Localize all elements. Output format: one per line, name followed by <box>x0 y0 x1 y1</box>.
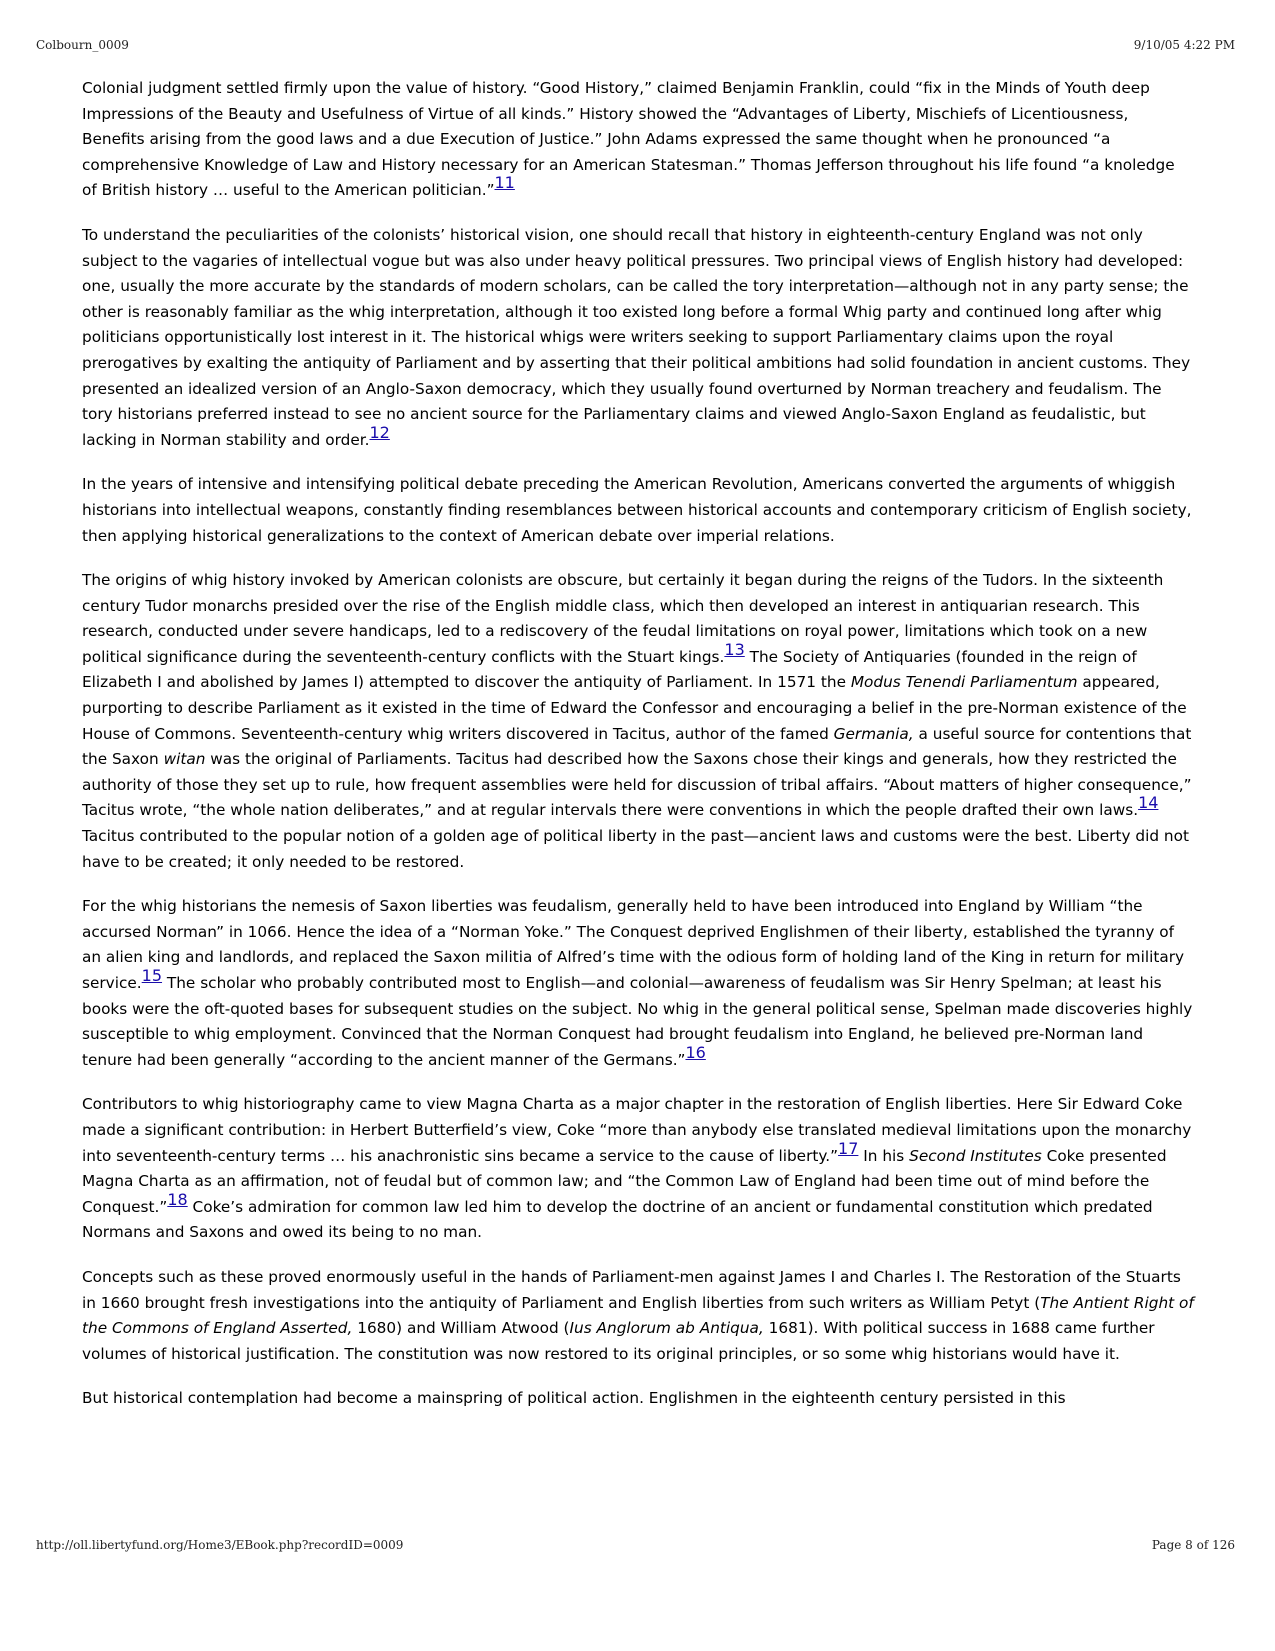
paragraph-text: Colonial judgment settled firmly upon the value of history. “Good History,” claimed Benjamin Franklin, could “fix in the Minds of Youth deep Impressions of the Beauty and Usefulness of Virtue of all kinds.” History showed the “Advantages of Liberty, Mischiefs of Licentiousness, Benefits arising from the good laws and a due Execution of Justice.” John Adams expressed the same thought when he pronounced “a comprehensive Knowledge of Law and History necessary for an American Statesman.” Thomas Jefferson throughout his life found “a knoledge of British history … useful to the American politician.” <box>82 79 1175 200</box>
italic-term: witan <box>163 750 206 769</box>
paragraph <box>82 223 1194 453</box>
paragraph <box>82 76 1194 204</box>
italic-title: Modus Tenendi Parliamentum <box>850 673 1078 692</box>
paragraph-text: Coke’s admiration for common law led him to develop the doctrine of an ancient or fundamental constitution which predated Normans and Saxons and owed its being to no man. <box>82 1197 1153 1242</box>
italic-title: Germania, <box>833 724 914 743</box>
footnote-link[interactable]: 18 <box>167 1189 188 1209</box>
page-url: http://oll.libertyfund.org/Home3/EBook.php?recordID=0009 <box>36 1538 404 1552</box>
paragraph-text: In the years of intensive and intensifying political debate preceding the American Revolution, Americans converted the arguments of whiggish historians into intellectual weapons, constantly finding resemblances between historical accounts and contemporary criticism of English society, then applying historical generalizations to the context of American debate over imperial relations. <box>82 475 1192 545</box>
footnote-link[interactable]: 14 <box>1138 793 1159 813</box>
paragraph <box>82 1386 1194 1412</box>
paragraph <box>82 1265 1194 1367</box>
footnote-link[interactable]: 13 <box>724 639 745 659</box>
paragraph-text: 1680) and William Atwood ( <box>352 1319 570 1338</box>
paragraph-text: To understand the peculiarities of the colonists’ historical vision, one should recall that history in eighteenth-century England was not only subject to the vagaries of intellectual vogue but was also under heavy political pressures. Two principal views of English history had developed: one, usually the more accurate by the standards of modern scholars, can be called the tory interpretation—although not in any party sense; the other is reasonably familiar as the whig interpretation, although it too existed long before a formal Whig party and continued long after whig politicians opportunistically lost interest in it. The historical whigs were writers seeking to support Parliamentary claims upon the royal prerogatives by exalting the antiquity of Parliament and by asserting that their political ambitions had solid foundation in ancient customs. They presented an idealized version of an Anglo-Saxon democracy, which they usually found overturned by Norman treachery and feudalism. The tory historians preferred instead to see no ancient source for the Parliamentary claims and viewed Anglo-Saxon England as feudalistic, but lacking in Norman stability and order. <box>82 225 1191 449</box>
paragraph <box>82 568 1194 875</box>
paragraph-text: In his <box>858 1146 910 1165</box>
paragraph-text: was the original of Parliaments. Tacitus had described how the Saxons chose their kings and generals, how they restricted the authority of those they set up to rule, how frequent assemblies were held for discussion of tribal affairs. “About matters of higher consequence,” Tacitus wrote, “the whole nation deliberates,” and at regular intervals there were conventions in which the people drafted their own laws. <box>82 750 1192 820</box>
paragraph-text: appeared, purporting to describe Parliament as it existed in the time of Edward the Confessor and encouraging a belief in the pre-Norman existence of the House of Commons. Seventeenth-century whig writers discovered in Tacitus, author of the famed <box>82 673 1187 743</box>
paragraph-text: 1681). With political success in 1688 came further volumes of historical justification. The constitution was now restored to its original principles, or so some whig historians would have it. <box>82 1319 1155 1363</box>
footnote-link[interactable]: 15 <box>141 966 163 985</box>
paragraph-text: a useful source for contentions that the Saxon <box>82 724 1192 769</box>
footnote-link[interactable]: 12 <box>369 422 390 442</box>
paragraph-text: The scholar who probably contributed most to English—and colonial—awareness of feudalism was Sir Henry Spelman; at least his books were the oft-quoted bases for subsequent studies on the subject. No whig in the general political sense, Spelman made discoveries highly susceptible to whig employment. Convinced that the Norman Conquest had brought feudalism into England, he believed pre-Norman land tenure had been generally “according to the ancient manner of the Germans.” <box>82 974 1193 1069</box>
document-id: Colbourn_0009 <box>36 38 129 52</box>
paragraph-text: Tacitus contributed to the popular notion of a golden age of political liberty in the past—ancient laws and customs were the best. Liberty did not have to be created; it only needed to be restored. <box>82 827 1189 871</box>
paragraph-text: The Society of Antiquaries (founded in the reign of Elizabeth I and abolished by James I) attempted to discover the antiquity of Parliament. In 1571 the <box>82 647 1137 692</box>
italic-title: Second Institutes <box>909 1146 1042 1165</box>
paragraph <box>82 1092 1194 1246</box>
paragraph-text: For the whig historians the nemesis of Saxon liberties was feudalism, generally held to have been introduced into England by William “the accursed Norman” in 1066. Hence the idea of a “Norman Yoke.” The Conquest deprived Englishmen of their liberty, established the tyranny of an alien king and landlords, and replaced the Saxon militia of Alfred’s time with the odious form of holding land of the King in return for military service. <box>82 897 1185 992</box>
paragraph-text: Contributors to whig historiography came to view Magna Charta as a major chapter in the restoration of English liberties. Here Sir Edward Coke made a significant contribution: in Herbert Butterfield’s view, Coke “more than anybody else translated medieval limitations upon the monarchy into seventeenth-century terms … his anachronistic sins became a service to the cause of liberty.” <box>82 1095 1192 1165</box>
paragraph-text: Coke presented Magna Charta as an affirmation, not of feudal but of common law; and “the Common Law of England had been time out of mind before the Conquest.” <box>82 1146 1167 1216</box>
paragraph-text: The origins of whig history invoked by American colonists are obscure, but certainly it began during the reigns of the Tudors. In the sixteenth century Tudor monarchs presided over the rise of the English middle class, which then developed an interest in antiquarian research. This research, conducted under severe handicaps, led to a rediscovery of the feudal limitations on royal power, limitations which took on a new political significance during the seventeenth-century conflicts with the Stuart kings. <box>82 571 1164 666</box>
timestamp: 9/10/05 4:22 PM <box>1133 38 1235 52</box>
paragraph-text: Concepts such as these proved enormously useful in the hands of Parliament-men against James I and Charles I. The Restoration of the Stuarts in 1660 brought fresh investigations into the antiquity of Parliament and English liberties from such writers as William Petyt ( <box>82 1267 1181 1312</box>
italic-title: Ius Anglorum ab Antiqua, <box>569 1319 764 1338</box>
footnote-link[interactable]: 11 <box>494 173 515 193</box>
paragraph <box>82 894 1194 1073</box>
footnote-link[interactable]: 16 <box>685 1042 706 1062</box>
footnote-link[interactable]: 17 <box>838 1138 859 1158</box>
paragraph-text: But historical contemplation had become a mainspring of political action. Englishmen in the eighteenth century persisted in this <box>82 1389 1066 1408</box>
italic-title: The Antient Right of the Commons of England Asserted, <box>82 1293 1194 1338</box>
page-number: Page 8 of 126 <box>1151 1538 1235 1552</box>
paragraph <box>82 472 1194 549</box>
article-body <box>82 76 1194 1431</box>
